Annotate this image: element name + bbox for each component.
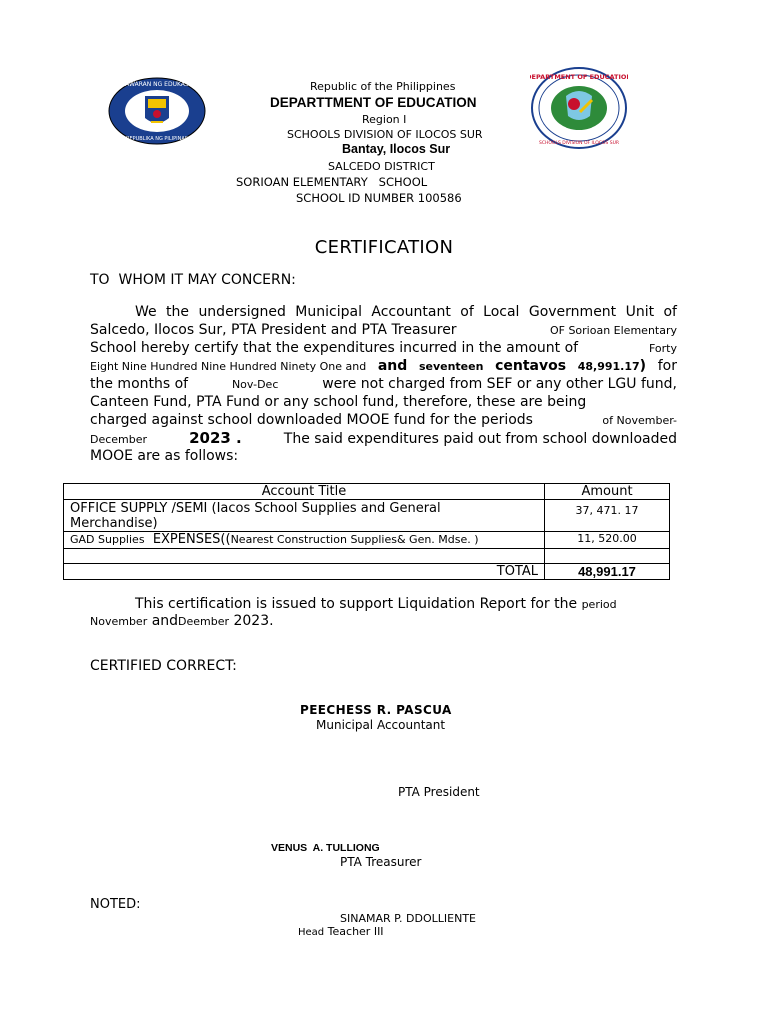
- text-segment: MOOE are as follows:: [90, 448, 239, 464]
- text-segment: were not charged from SEF or any other LGU fund,: [322, 376, 677, 392]
- column-header-amount: Amount: [545, 484, 670, 500]
- paragraph-line-6: [90, 393, 677, 411]
- paragraph-line-3: [90, 339, 677, 357]
- paragraph-line-4: [90, 357, 677, 375]
- text-segment: Nov-Dec: [231, 378, 279, 391]
- paragraph-line-9: [90, 447, 677, 465]
- amount-in-words: Eight Nine Hundred Nine Hundred Ninety One and: [90, 360, 367, 373]
- accountant-title: Municipal Accountant: [316, 718, 446, 732]
- text-segment: Head: [298, 927, 325, 938]
- right-seal-text: DEPARTMENT OF EDUCATION: [530, 73, 628, 81]
- word: Local: [483, 304, 520, 320]
- header-region: Region I: [362, 113, 407, 126]
- text-segment: Nearest Construction Supplies& Gen. Mdse. ): [230, 533, 479, 546]
- word: the: [166, 304, 190, 320]
- table-header-row: [64, 484, 670, 500]
- text-segment: Forty: [648, 342, 677, 355]
- treasurer-title: PTA Treasurer: [340, 855, 422, 869]
- total-amount: 48,991.17: [545, 564, 670, 580]
- amount-cell: 11, 520.00: [545, 532, 670, 549]
- right-seal-bottom-text: SCHOOLS DIVISION OF ILOCOS SUR: [538, 141, 620, 146]
- amount-in-figures: 48,991.17: [577, 360, 640, 373]
- salutation: TO WHOM IT MAY CONCERN:: [90, 272, 296, 288]
- deped-seal-left: [107, 76, 207, 146]
- header-town: Bantay, Ilocos Sur: [342, 142, 451, 156]
- text-segment: November: [90, 615, 148, 628]
- table-total-row: [64, 564, 670, 580]
- text-segment: The said expenditures paid out from school downloaded: [283, 431, 677, 447]
- text-segment: period: [581, 598, 617, 611]
- text-segment: GAD Supplies: [70, 533, 145, 546]
- closing-paragraph: [90, 596, 617, 630]
- text-segment: the months of: [90, 376, 189, 392]
- text-segment: December: [90, 433, 148, 446]
- header-department: DEPARTTMENT OF EDUCATION: [270, 95, 477, 110]
- head-teacher-title: [298, 925, 384, 938]
- paragraph-line-7: [90, 411, 677, 429]
- header-republic: Republic of the Philippines: [310, 80, 456, 93]
- table-row: [64, 549, 670, 564]
- empty-cell: [64, 549, 545, 564]
- word: of: [663, 304, 677, 320]
- text-segment: Deember: [178, 615, 230, 628]
- expenditures-table: [63, 483, 670, 580]
- text-segment: This certification is issued to support Liquidation Report for the: [135, 596, 578, 612]
- word: Accountant: [371, 304, 451, 320]
- text-segment: of November-: [602, 414, 677, 427]
- text-segment: and: [151, 613, 179, 629]
- column-header-account-title: Account Title: [64, 484, 545, 500]
- word: Municipal: [295, 304, 362, 320]
- table-row: [64, 500, 670, 532]
- text-segment: Salcedo, Ilocos Sur, PTA President and PTA Treasurer: [90, 322, 457, 338]
- text-segment: EXPENSES((: [152, 532, 231, 547]
- text-segment: Teacher III: [327, 925, 384, 938]
- certification-paragraph: [90, 303, 677, 465]
- total-label: TOTAL: [64, 564, 545, 580]
- header-division: SCHOOLS DIVISION OF ILOCOS SUR: [287, 128, 483, 141]
- word: Unit: [625, 304, 655, 320]
- text-segment: charged against school downloaded MOOE fund for the periods: [90, 412, 533, 428]
- left-seal-bottom-text: REPUBLIKA NG PILIPINAS: [126, 136, 188, 142]
- amount-cell: 37, 471. 17: [545, 500, 670, 532]
- text-segment: School hereby certify that the expenditures incurred in the amount of: [90, 340, 579, 356]
- text-segment: centavos: [495, 358, 567, 374]
- page-title: CERTIFICATION: [314, 237, 454, 258]
- paragraph-line-2: [90, 321, 677, 339]
- paragraph-line-1: [90, 303, 677, 321]
- word: We: [135, 304, 157, 320]
- accountant-name: PEECHESS R. PASCUA: [300, 703, 452, 717]
- word: undersigned: [198, 304, 286, 320]
- header-school-id: SCHOOL ID NUMBER 100586: [296, 191, 462, 205]
- closing-line-2: [90, 613, 617, 630]
- text-segment: seventeen: [418, 360, 484, 373]
- word: of: [460, 304, 474, 320]
- noted-label: NOTED:: [90, 897, 141, 912]
- treasurer-name: VENUS A. TULLIONG: [271, 842, 380, 854]
- text-segment: and: [377, 358, 408, 374]
- account-title-cell: [64, 532, 545, 549]
- certified-correct-label: CERTIFIED CORRECT:: [90, 658, 237, 674]
- account-title-cell: OFFICE SUPPLY /SEMI (Iacos School Supplies and General Merchandise): [64, 500, 545, 532]
- left-seal-text: KAGAWARAN NG EDUKASYON: [112, 81, 202, 88]
- year: 2023 .: [189, 429, 242, 447]
- text-segment: 2023.: [233, 613, 274, 629]
- table-row: [64, 532, 670, 549]
- text-segment: OF Sorioan Elementary: [549, 324, 677, 337]
- header-school: SORIOAN ELEMENTARY SCHOOL: [236, 175, 428, 189]
- text-segment: for: [657, 358, 677, 374]
- paragraph-line-5: [90, 375, 677, 393]
- empty-cell: [545, 549, 670, 564]
- paragraph-line-8: [90, 429, 677, 447]
- text-segment: Canteen Fund, PTA Fund or any school fund, therefore, these are being: [90, 394, 587, 410]
- text-segment: ): [639, 358, 647, 374]
- header-district: SALCEDO DISTRICT: [328, 160, 435, 173]
- head-teacher-name: SINAMAR P. DDOLLIENTE: [340, 912, 476, 925]
- word: Government: [528, 304, 617, 320]
- sdo-seal-right: [530, 66, 628, 150]
- closing-line-1: [90, 596, 617, 613]
- pta-president-title: PTA President: [398, 785, 480, 799]
